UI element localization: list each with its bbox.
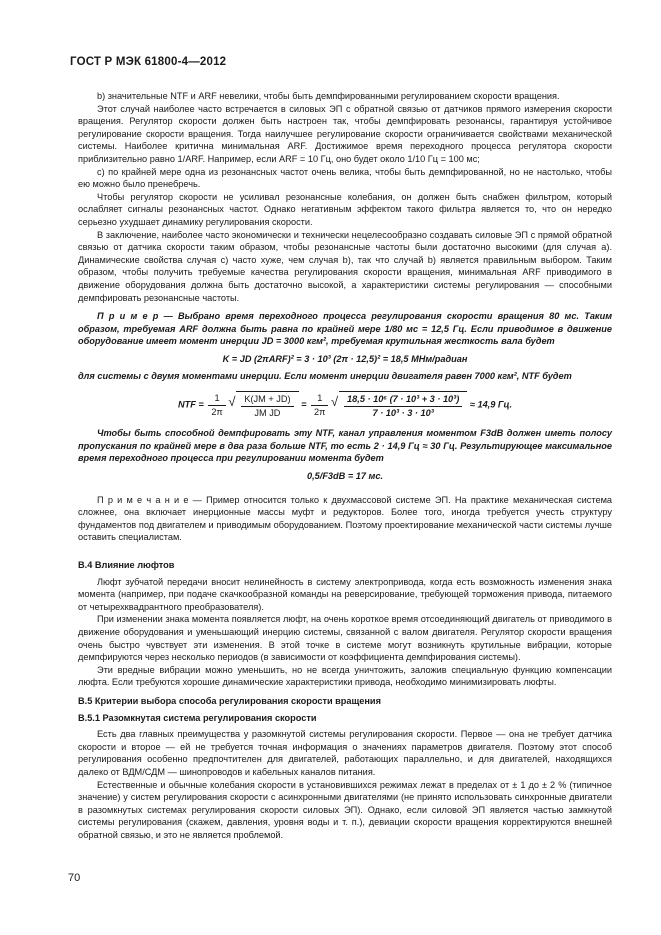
ntf-label: NTF = [177, 399, 204, 410]
ntf-result: ≈ 14,9 Гц. [469, 399, 513, 410]
ntf-rad-num-1: √ K(JM + JD) [241, 393, 293, 407]
ntf-fraction-1 [208, 392, 225, 418]
section-b51-title: В.5.1 Разомкнутая система регулирования скорости [78, 712, 317, 723]
paragraph: Естественные и обычные колебания скорости в установившихся режимах лежат в пределах от ± 1 до ± 2 % (типичное значение) у систем регулирования скорости с асинхронными двигателями (не принято использовать синхронные двигатели в разомкнутых системах регулирования скорости силовых ЭП). Однако, если силовой ЭП является частью замкнутой системы регулирования (скажем, давления, уровня воды и т. п.), девиации скорости вращения корректируются внешней обратной связью, и это не является проблемой. [78, 779, 612, 840]
ntf-rad-den-2: 7 · 10³ · 3 · 10³ [372, 407, 434, 418]
ntf-rad-fraction-1 [241, 393, 293, 419]
paragraph: c) по крайней мере одна из резонансных частот очень велика, чтобы быть демпфированной, но не настолько, чтобы ею можно было пренебречь. [78, 166, 612, 190]
paragraph: Чтобы регулятор скорости не усиливал резонансные колебания, он должен быть снабжен фильтром, который ослабляет сигналы резонансных частот. Однако негативным эффектом такого фильтра является то, что он нередко серьезно ухудшает динамику регулирования скорости. [78, 191, 612, 227]
ntf-rad-den-1: JM JD [254, 407, 281, 418]
example-lead: П р и м е р — [97, 311, 178, 322]
example-text-2: для системы с двумя моментами инерции. Если момент инерции двигателя равен 7000 кгм², NTF будет [78, 371, 572, 382]
ntf-rad-fraction-2 [344, 393, 462, 419]
paragraph: При изменении знака момента появляется люфт, на очень короткое время отсоединяющий двигатель от приводимого в движение оборудования и уменьшающий инерцию системы, связанной с валом двигателя. Регулятор скорости вращения очень быстро чувствует эти изменения. В этой точке в системе могут возникнуть крутильные вибрации, которые демпфируются через несколько периодов (в зависимости от коэффициента демпфирования системы). [78, 614, 612, 663]
ntf-fraction-2 [311, 392, 328, 418]
paragraph: b) значительные NTF и ARF невелики, чтобы быть демпфированными регулированием скорости вращения. [97, 91, 560, 101]
ntf-radical-1 [236, 391, 298, 419]
ntf-rad-num-2: √ 18,5 · 10⁶ (7 · 10³ + 3 · 10³) [344, 393, 462, 407]
paragraph: Этот случай наиболее часто встречается в силовых ЭП с обратной связью от датчиков прямого измерения скорости вращения. Регулятор скорости должен быть настроен так, чтобы демпфировать резонансы, гарантируя устойчивое регулирование скорости вращения. Тогда наилучшее регулирование скорости ограничивается свойствами механической системы. Наиболее критична минимальная ARF. Достижимое время переходного процесса регулятора скорости приблизительно равно 1/ARF. Например, если ARF = 10 Гц, оно будет около 1/10 Гц = 100 мс; [78, 103, 612, 164]
page-content [78, 90, 612, 841]
paragraph: Эти вредные вибрации можно уменьшить, но не всегда уничтожить, заложив специальную функцию компенсации люфта. Если требуются хорошие динамические характеристики привода, необходимо минимизировать люфты. [78, 664, 612, 688]
formula-t-text: 0,5/F3dB = 17 мс. [307, 471, 383, 482]
example-paragraph [78, 310, 612, 348]
paragraph: Люфт зубчатой передачи вносит нелинейность в систему электропривода, когда есть возможность изменения знака момента (например, при подаче скачкообразной команды на реверсирование, требующей торможения привода, питаемого от четырехквадрантного преобразователя). [78, 576, 612, 612]
example-text-3: Чтобы быть способной демпфировать эту NTF, канал управления моментом F3dB должен иметь полосу пропускания по крайней мере в два раза больше NTF, то есть 2 · 14,9 Гц ≈ 30 Гц. Результирующее максимальное время переходного процесса при регулировании момента будет [78, 428, 612, 464]
ntf-formula [78, 391, 612, 419]
section-b5-title: В.5 Критерии выбора способа регулирования скорости вращения [78, 695, 381, 706]
formula-k [78, 353, 612, 366]
paragraph: В заключение, наиболее часто экономически и технически нецелесообразно создавать силовые ЭП с прямой обратной связью от датчика скорости таким образом, чтобы резонансные частоты были достаточно высокими (для случая а). Динамические свойства случая с) часто хуже, чем случая b), так что случай b) является правильным выбором. Таким образом, чтобы получить требуемые качества регулирования скорости вращения, минимальная ARF приводимого в движение оборудования должна быть достаточно высокой, а характеристики системы регулирования — способными демпфировать резонансные частоты. [78, 229, 612, 303]
ntf-den-1: 2π [211, 406, 223, 417]
ntf-num-2: 1 [311, 392, 328, 406]
example-text: Выбрано время переходного процесса регулирования скорости вращения 80 мс. Таким образом, требуемая ARF должна быть равна по крайней мере 1/80 мс = 12,5 Гц. Если приводимое в движение оборудование имеет момент инерции JD = 3000 кгм², требуемая крутильная жесткость вала будет [78, 311, 612, 347]
paragraph: Есть два главных преимущества у разомкнутой системы регулирования скорости. Первое — она не требует датчика скорости и второе — ей не требуется точная информация о значениях параметров двигателя. Поэтому этот способ регулирования особенно предпочтителен для двигателей, работающих параллельно, и для двигателей, находящихся далеко от ВДМ/СДМ — шинопроводов и кабельных каналов питания. [78, 729, 612, 777]
note-paragraph: П р и м е ч а н и е — Пример относится только к двухмассовой системе ЭП. На практике механическая система сложнее, она включает инерционные массы муфт и редукторов. Более того, иногда требуется учесть структуру фундаментов под двигателем и приводимым оборудованием. Поэтому проектирование механической части системы лучше оставить специалистам. [78, 494, 612, 543]
formula-t [78, 470, 612, 483]
ntf-den-2: 2π [314, 406, 326, 417]
ntf-radical-2 [339, 391, 467, 419]
ntf-num-1: 1 [208, 392, 225, 406]
ntf-equals: = [301, 399, 307, 410]
page-number: 70 [68, 872, 81, 884]
formula-k-text: K = JD (2πARF)² = 3 · 10³ (2π · 12,5)² = 18,5 МНм/радиан [222, 353, 468, 364]
page-header: ГОСТ Р МЭК 61800-4—2012 [70, 56, 227, 68]
section-b4-title: В.4 Влияние люфтов [78, 560, 175, 570]
